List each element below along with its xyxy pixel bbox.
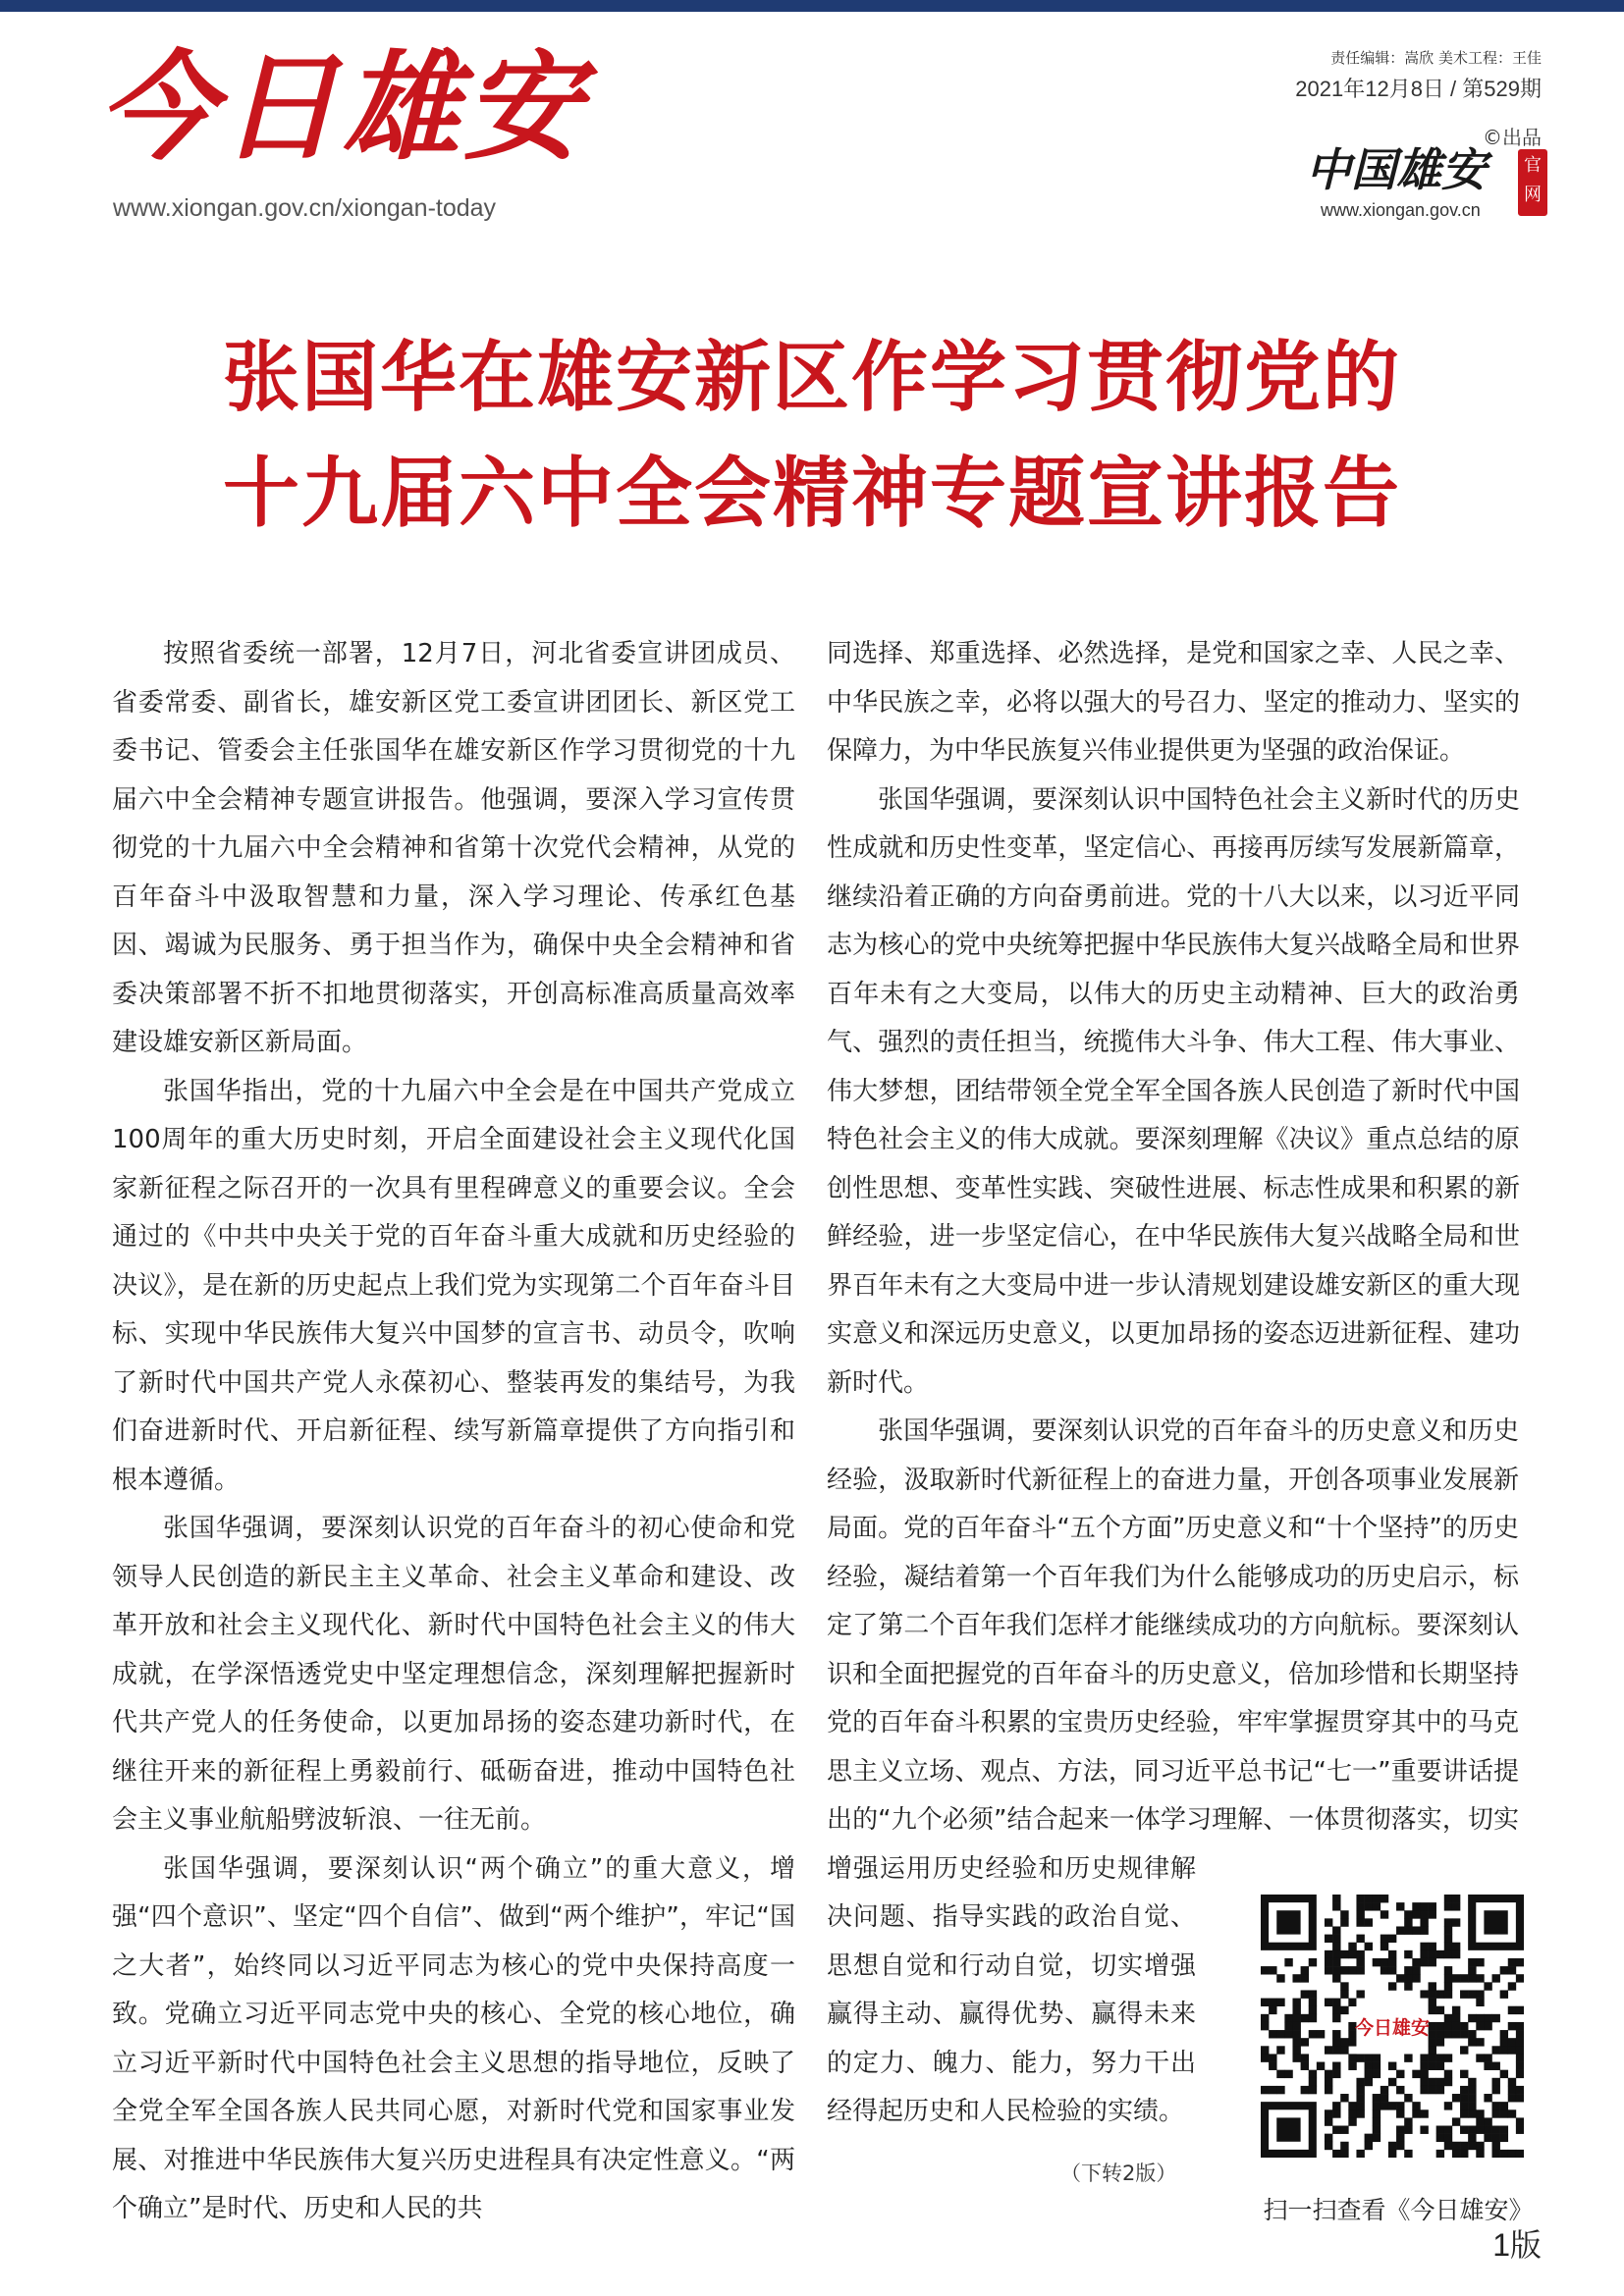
publisher-note: ©出品 <box>1483 126 1542 149</box>
qr-code-graphic <box>1261 1895 1524 2158</box>
article-paragraph: 按照省委统一部署，12月7日，河北省委宣讲团成员、省委常委、副省长，雄安新区党工委宣讲团团长、新区党工委书记、管委会主任张国华在雄安新区作学习贯彻党的十九届六中全会精神专题宣讲报告。他强调，要深入学习宣传贯彻党的十九届六中全会精神和省第十次党代会精神，从党的百年奋斗中汲取智慧和力量，深入学习理论、传承红色基因、竭诚为民服务、勇于担当作为，确保中央全会精神和省委决策部署不折不扣地贯彻落实，开创高标准高质量高效率建设雄安新区新局面。 <box>112 639 795 1057</box>
headline-line-2: 十九届六中全会精神专题宣讲报告 <box>222 450 1401 538</box>
qr-wrap-pusher <box>1519 1408 1520 1891</box>
page-number: 1版 <box>1492 2227 1542 2263</box>
continued-note: （下转2版） <box>1060 2162 1177 2185</box>
article-paragraph: 张国华强调，要深刻认识党的百年奋斗的历史意义和历史经验，汲取新时代新征程上的奋进力量，开创各项事业发展新局面。党的百年奋斗“五个方面”历史意义和“十个坚持”的历史经验，凝结着第一个百年我们为什么能够成功的历史启示，标定了第二个百年我们怎样才能继续成功的方向航标。要深刻认识和全面把握党的百年奋斗的历史意义，倍加珍惜和长期坚持党的百年奋斗积累的宝贵历史经验，牢牢掌握贯穿其中的马克思主义立场、观点、方法，同习近平总书记“七一”重要讲话提出的“九个必须”结合起来一体学习理解、一体贯彻落实，切实增强运用历史经验和历史规律解决问题、指导实践的政治自觉、思想自觉和行动自觉，切实增强赢得主动、赢得优势、赢得未来的定力、魄力、能力，努力干出经得起历史和人民检验的实绩。 <box>827 1408 1520 2137</box>
editor-credits: 责任编辑：嵩欣 美术工程：王佳 <box>1330 49 1542 67</box>
qr-code[interactable] <box>1261 1895 1524 2158</box>
article-column-left <box>112 630 795 2234</box>
headline-line-1: 张国华在雄安新区作学习贯彻党的 <box>222 334 1401 422</box>
qr-caption: 扫一扫查看《今日雄安》 <box>1263 2196 1534 2224</box>
qr-center-label: 今日雄安 <box>1354 2017 1431 2039</box>
article-paragraph: 同选择、郑重选择、必然选择，是党和国家之幸、人民之幸、中华民族之幸，必将以强大的号召力、坚定的推动力、坚实的保障力，为中华民族复兴伟业提供更为坚强的政治保证。 <box>827 639 1520 766</box>
masthead-url[interactable]: www.xiongan.gov.cn/xiongan-today <box>113 194 497 222</box>
masthead-logo: 今日雄安 <box>98 38 585 177</box>
article-paragraph: 张国华强调，要深刻认识“两个确立”的重大意义，增强“四个意识”、坚定“四个自信”、做到“两个维护”，牢记“国之大者”，始终同以习近平同志为核心的党中央保持高度一致。党确立习近平同志党中央的核心、全党的核心地位，确立习近平新时代中国特色社会主义思想的指导地位，反映了全党全军全国各族人民共同心愿，对新时代党和国家事业发展、对推进中华民族伟大复兴历史进程具有决定性意义。“两个确立”是时代、历史和人民的共 <box>112 1853 795 2223</box>
article-paragraph: 张国华强调，要深刻认识党的百年奋斗的初心使命和党领导人民创造的新民主主义革命、社会主义革命和建设、改革开放和社会主义现代化、新时代中国特色社会主义的伟大成就，在学深悟透党史中坚定理想信念，深刻理解把握新时代共产党人的任务使命，以更加昂扬的姿态建功新时代，在继往开来的新征程上勇毅前行、砥砺奋进，推动中国特色社会主义事业航船劈波斩浪、一往无前。 <box>112 1514 795 1835</box>
publisher-seal: 官网 <box>1518 149 1547 216</box>
publisher-url[interactable]: www.xiongan.gov.cn <box>1321 200 1481 220</box>
publisher-logo: 中国雄安 <box>1306 143 1487 196</box>
article-paragraph: 张国华指出，党的十九届六中全会是在中国共产党成立100周年的重大历史时刻，开启全面建设社会主义现代化国家新征程之际召开的一次具有里程碑意义的重要会议。全会通过的《中共中央关于党的百年奋斗重大成就和历史经验的决议》，是在新的历史起点上我们党为实现第二个百年奋斗目标、实现中华民族伟大复兴中国梦的宣言书、动员令，吹响了新时代中国共产党人永葆初心、整装再发的集结号，为我们奋进新时代、开启新征程、续写新篇章提供了方向指引和根本遵循。 <box>112 1076 795 1495</box>
article-paragraph: 张国华强调，要深刻认识中国特色社会主义新时代的历史性成就和历史性变革，坚定信心、再接再厉续写发展新篇章，继续沿着正确的方向奋勇前进。党的十八大以来，以习近平同志为核心的党中央统筹把握中华民族伟大复兴战略全局和世界百年未有之大变局，以伟大的历史主动精神、巨大的政治勇气、强烈的责任担当，统揽伟大斗争、伟大工程、伟大事业、伟大梦想，团结带领全党全军全国各族人民创造了新时代中国特色社会主义的伟大成就。要深刻理解《决议》重点总结的原创性思想、变革性实践、突破性进展、标志性成果和积累的新鲜经验，进一步坚定信心，在中华民族伟大复兴战略全局和世界百年未有之大变局中进一步认清规划建设雄安新区的重大现实意义和深远历史意义，以更加昂扬的姿态迈进新征程、建功新时代。 <box>827 784 1520 1398</box>
headline <box>0 320 1624 552</box>
top-color-bar <box>0 0 1624 12</box>
issue-date: 2021年12月8日 / 第529期 <box>1295 77 1542 101</box>
